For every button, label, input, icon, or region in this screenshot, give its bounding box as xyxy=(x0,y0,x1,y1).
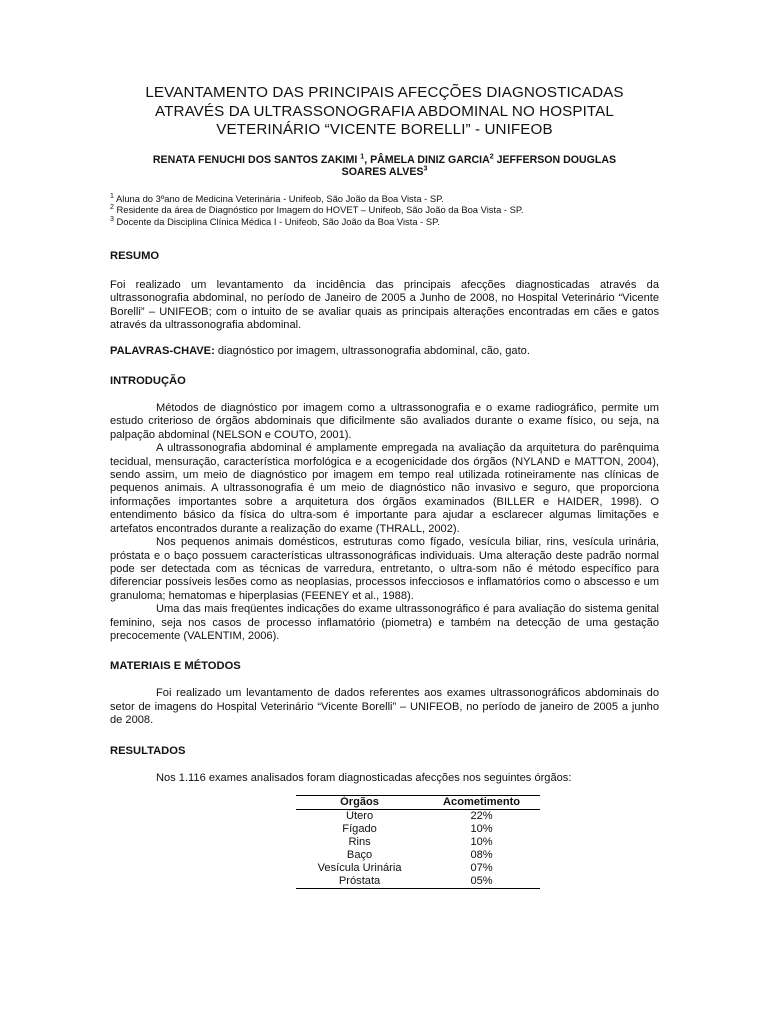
table-cell-organ: Fígado xyxy=(342,822,377,835)
table-header: Órgãos xyxy=(296,795,423,809)
affil-number: 2 xyxy=(110,203,114,211)
title-line: LEVANTAMENTO DAS PRINCIPAIS AFECÇÕES DIAGNOSTICADAS xyxy=(145,84,624,101)
keywords-label: PALAVRAS-CHAVE: xyxy=(110,344,215,357)
table-row xyxy=(296,875,540,889)
intro-paragraph: Métodos de diagnóstico por imagem como a ultrassonografia e o exame radiográfico, permite um estudo criterioso de órgãos abdominais que dificilmente são avaliados durante o exame físico, ou seja, na palpação abdominal (NELSON e COUTO, 2001). xyxy=(110,402,659,441)
intro-paragraph: Uma das mais freqüentes indicações do exame ultrassonográfico é para avaliação do sistema genital feminino, seja nos casos de processo inflamatório (piometra) e também na detecção de uma gestação precocemente (VALENTIM, 2006). xyxy=(110,603,659,642)
title-line: ATRAVÉS DA ULTRASSONOGRAFIA ABDOMINAL NO HOSPITAL xyxy=(155,102,614,120)
table-cell-value: 22% xyxy=(470,809,493,822)
results-table xyxy=(296,795,540,889)
affil-number: 3 xyxy=(110,215,114,223)
affiliation-list xyxy=(110,193,659,228)
resultados-text: Nos 1.116 exames analisados foram diagnosticadas afecções nos seguintes órgãos: xyxy=(156,771,572,784)
affil-text: Aluna do 3ºano de Medicina Veterinária - Unifeob, São João da Boa Vista - SP. xyxy=(113,192,444,204)
metodos-heading: MATERIAIS E MÉTODOS xyxy=(110,660,241,673)
author-name: SOARES ALVES xyxy=(341,166,424,178)
table-cell-organ: Vesícula Urinária xyxy=(317,861,402,874)
table-row xyxy=(296,849,540,862)
paper-title xyxy=(110,84,659,140)
table-cell-value: 10% xyxy=(470,835,493,848)
introducao-heading: INTRODUÇÃO xyxy=(110,375,186,388)
resumo-heading: RESUMO xyxy=(110,250,160,262)
affil-text: Docente da Disciplina Clínica Médica I - Unifeob, São João da Boa Vista - SP. xyxy=(113,215,440,227)
affil-text: Residente da área de Diagnóstico por Imagem do HOVET – Unifeob, São João da Boa Vista - SP. xyxy=(113,204,524,215)
paper-page xyxy=(110,84,659,889)
author-affil-marker: 2 xyxy=(489,152,494,160)
author-affil-marker: 1 xyxy=(360,152,365,160)
table-cell-value: 05% xyxy=(423,875,540,889)
affiliation xyxy=(110,216,659,228)
author-name: RENATA FENUCHI DOS SANTOS ZAKIMI xyxy=(152,153,358,166)
table-row xyxy=(296,836,540,849)
table-cell-organ: Próstata xyxy=(296,875,423,889)
table-cell-value: 10% xyxy=(470,822,493,835)
table-cell-organ: Rins xyxy=(348,835,371,848)
table-row xyxy=(296,809,540,823)
intro-paragraph: Nos pequenos animais domésticos, estruturas como fígado, vesícula biliar, rins, vesícula urinária, próstata e o baço possuem características ultrassonográficas individuais. Uma alteração deste padrão normal pode ser detectada com as técnicas de varredura, entretanto, o ultra-som não é método específico para diferenciar possíveis lesões como as neoplasias, processos infecciosos e inflamatórios como o abscesso e um granuloma; hematomas e hiperplasias (FEENEY et al., 1988). xyxy=(110,536,659,602)
author-list xyxy=(110,154,659,179)
keywords xyxy=(110,345,659,358)
resumo-text: Foi realizado um levantamento da incidência das principais afecções diagnosticadas através da ultrassonografia abdominal, no período de Janeiro de 2005 a Junho de 2008, no Hospital Veterinário “Vicente Borelli” – UNIFEOB; com o intuito de se avaliar quais as principais alterações encontradas em cães e gatos através da ultrassonografia abdominal. xyxy=(110,279,659,332)
table-cell-value: 07% xyxy=(470,861,493,874)
table-row xyxy=(296,862,540,875)
table-header: Acometimento xyxy=(423,795,540,809)
table-cell-value: 08% xyxy=(470,848,493,861)
resultados-heading: RESULTADOS xyxy=(110,744,186,757)
table-header-row xyxy=(296,795,540,809)
affil-number: 1 xyxy=(110,192,114,200)
table-cell-organ: Útero xyxy=(346,809,374,822)
author-name: , PÂMELA DINIZ GARCIA xyxy=(364,153,490,166)
intro-paragraph: A ultrassonografia abdominal é amplamente empregada na avaliação da arquitetura do parênquima tecidual, mensuração, característica morfológica e a ecogenicidade dos órgãos (NYLAND e MATTON, 2004), sendo assim, um meio de diagnóstico por imagem em tempo real utilizada rotineiramente nas clínicas de pequenos animais. A ultrassonografia é um meio de diagnóstico não invasivo e seguro, que proporciona informações importantes sobre a arquitetura dos órgãos examinados (BILLER e HAIDER, 1998). O entendimento básico da física do ultra-som é importante para ajudar a esclarecer algumas limitações e artefatos encontrados durante a realização do exame (THRALL, 2002). xyxy=(110,442,659,535)
affiliation xyxy=(110,193,659,205)
table-row xyxy=(296,823,540,836)
affiliation xyxy=(110,204,659,216)
author-name: JEFFERSON DOUGLAS xyxy=(493,153,617,166)
table-cell-organ: Baço xyxy=(346,848,373,861)
metodos-text: Foi realizado um levantamento de dados referentes aos exames ultrassonográficos abdominais do setor de imagens do Hospital Veterinário “Vicente Borelli” – UNIFEOB, no período de janeiro de 2005 a junho de 2008. xyxy=(110,687,659,727)
keywords-text: diagnóstico por imagem, ultrassonografia abdominal, cão, gato. xyxy=(214,344,530,357)
author-affil-marker: 3 xyxy=(423,165,428,173)
title-line: VETERINÁRIO “VICENTE BORELLI” - UNIFEOB xyxy=(216,121,553,138)
